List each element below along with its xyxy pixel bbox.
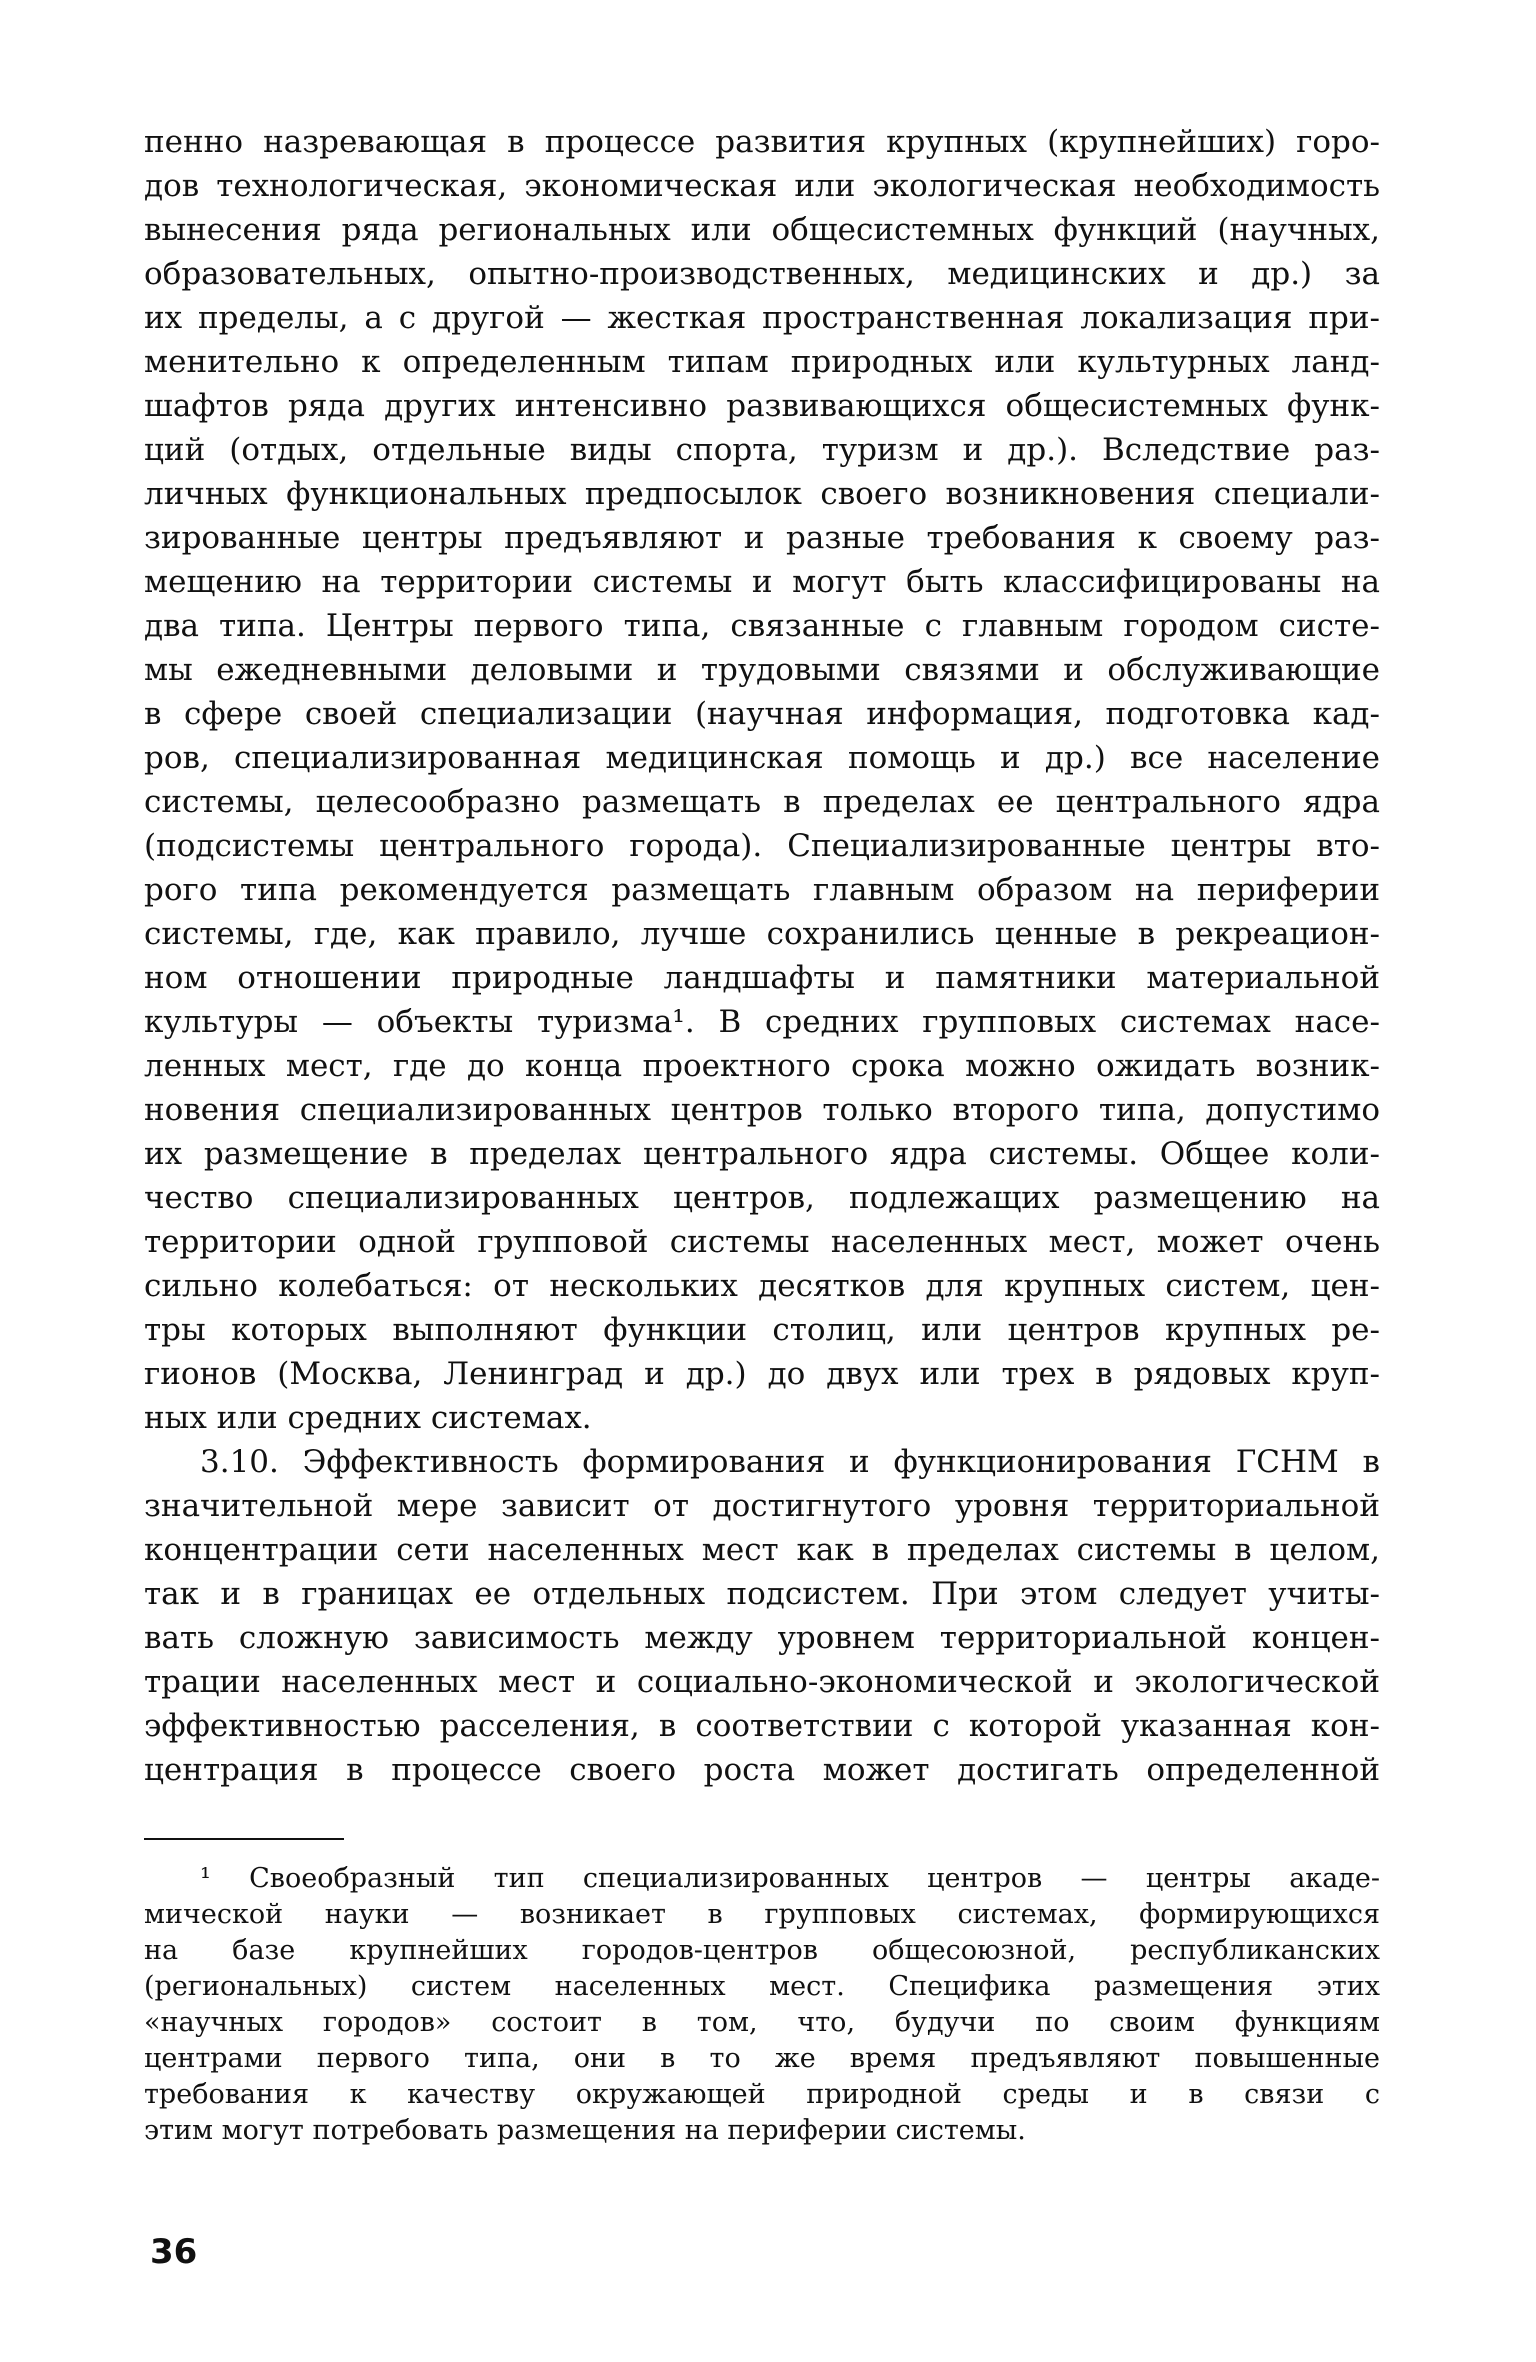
text-line: трации населенных мест и социально-экономической и экологической <box>144 1664 1380 1700</box>
text-line: новения специализированных центров только второго типа, допустимо <box>144 1092 1380 1128</box>
text-line: тры которых выполняют функции столиц, или центров крупных ре- <box>144 1312 1380 1348</box>
text-line: ций (отдых, отдельные виды спорта, туризм и др.). Вследствие раз- <box>144 432 1380 468</box>
text-line: концентрации сети населенных мест как в пределах системы в целом, <box>144 1532 1380 1568</box>
text-line: мы ежедневными деловыми и трудовыми связями и обслуживающие <box>144 652 1380 688</box>
footnote-line: «научных городов» состоит в том, что, будучи по своим функциям <box>144 2007 1380 2038</box>
text-line: образовательных, опытно-производственных, медицинских и др.) за <box>144 256 1380 292</box>
text-line: культуры — объекты туризма¹. В средних групповых системах насе- <box>144 1004 1380 1040</box>
text-line: эффективностью расселения, в соответствии с которой указанная кон- <box>144 1708 1380 1744</box>
text-line: их размещение в пределах центрального ядра системы. Общее коли- <box>144 1136 1380 1172</box>
footnote-divider <box>144 1838 344 1840</box>
footnote-line: ¹ Своеобразный тип специализированных центров — центры акаде- <box>200 1863 1380 1894</box>
text-line: шафтов ряда других интенсивно развивающихся общесистемных функ- <box>144 388 1380 424</box>
text-line: чество специализированных центров, подлежащих размещению на <box>144 1180 1380 1216</box>
text-line: их пределы, а с другой — жесткая пространственная локализация при- <box>144 300 1380 336</box>
footnote-line: этим могут потребовать размещения на периферии системы. <box>144 2115 1026 2146</box>
text-line: значительной мере зависит от достигнутого уровня территориальной <box>144 1488 1380 1524</box>
footnote-line: на базе крупнейших городов-центров общесоюзной, республиканских <box>144 1935 1380 1966</box>
text-line: гионов (Москва, Ленинград и др.) до двух или трех в рядовых круп- <box>144 1356 1380 1392</box>
text-line: вать сложную зависимость между уровнем территориальной концен- <box>144 1620 1380 1656</box>
section-heading-line: 3.10. Эффективность формирования и функционирования ГСНМ в <box>200 1444 1380 1480</box>
text-line: территории одной групповой системы населенных мест, может очень <box>144 1224 1380 1260</box>
text-line: два типа. Центры первого типа, связанные с главным городом систе- <box>144 608 1380 644</box>
text-line: ров, специализированная медицинская помощь и др.) все население <box>144 740 1380 776</box>
text-line: дов технологическая, экономическая или экологическая необходимость <box>144 168 1380 204</box>
text-line: менительно к определенным типам природных или культурных ланд- <box>144 344 1380 380</box>
text-line: рого типа рекомендуется размещать главным образом на периферии <box>144 872 1380 908</box>
text-line: системы, целесообразно размещать в пределах ее центрального ядра <box>144 784 1380 820</box>
footnote-line: (региональных) систем населенных мест. Специфика размещения этих <box>144 1971 1380 2002</box>
text-line: личных функциональных предпосылок своего возникновения специали- <box>144 476 1380 512</box>
text-line: зированные центры предъявляют и разные требования к своему раз- <box>144 520 1380 556</box>
text-line: вынесения ряда региональных или общесистемных функций (научных, <box>144 212 1380 248</box>
text-line: ленных мест, где до конца проектного срока можно ожидать возник- <box>144 1048 1380 1084</box>
text-line: центрация в процессе своего роста может достигать определенной <box>144 1752 1380 1788</box>
footnote-line: требования к качеству окружающей природной среды и в связи с <box>144 2079 1380 2110</box>
page-number: 36 <box>150 2232 198 2272</box>
footnote-line: центрами первого типа, они в то же время предъявляют повышенные <box>144 2043 1380 2074</box>
text-line: в сфере своей специализации (научная информация, подготовка кад- <box>144 696 1380 732</box>
text-line: ных или средних системах. <box>144 1400 592 1436</box>
text-line: так и в границах ее отдельных подсистем. При этом следует учиты- <box>144 1576 1380 1612</box>
text-line: пенно назревающая в процессе развития крупных (крупнейших) горо- <box>144 124 1380 160</box>
text-line: (подсистемы центрального города). Специализированные центры вто- <box>144 828 1380 864</box>
text-line: мещению на территории системы и могут быть классифицированы на <box>144 564 1380 600</box>
footnote-line: мической науки — возникает в групповых системах, формирующихся <box>144 1899 1380 1930</box>
text-line: системы, где, как правило, лучше сохранились ценные в рекреацион- <box>144 916 1380 952</box>
text-line: ном отношении природные ландшафты и памятники материальной <box>144 960 1380 996</box>
text-line: сильно колебаться: от нескольких десятков для крупных систем, цен- <box>144 1268 1380 1304</box>
